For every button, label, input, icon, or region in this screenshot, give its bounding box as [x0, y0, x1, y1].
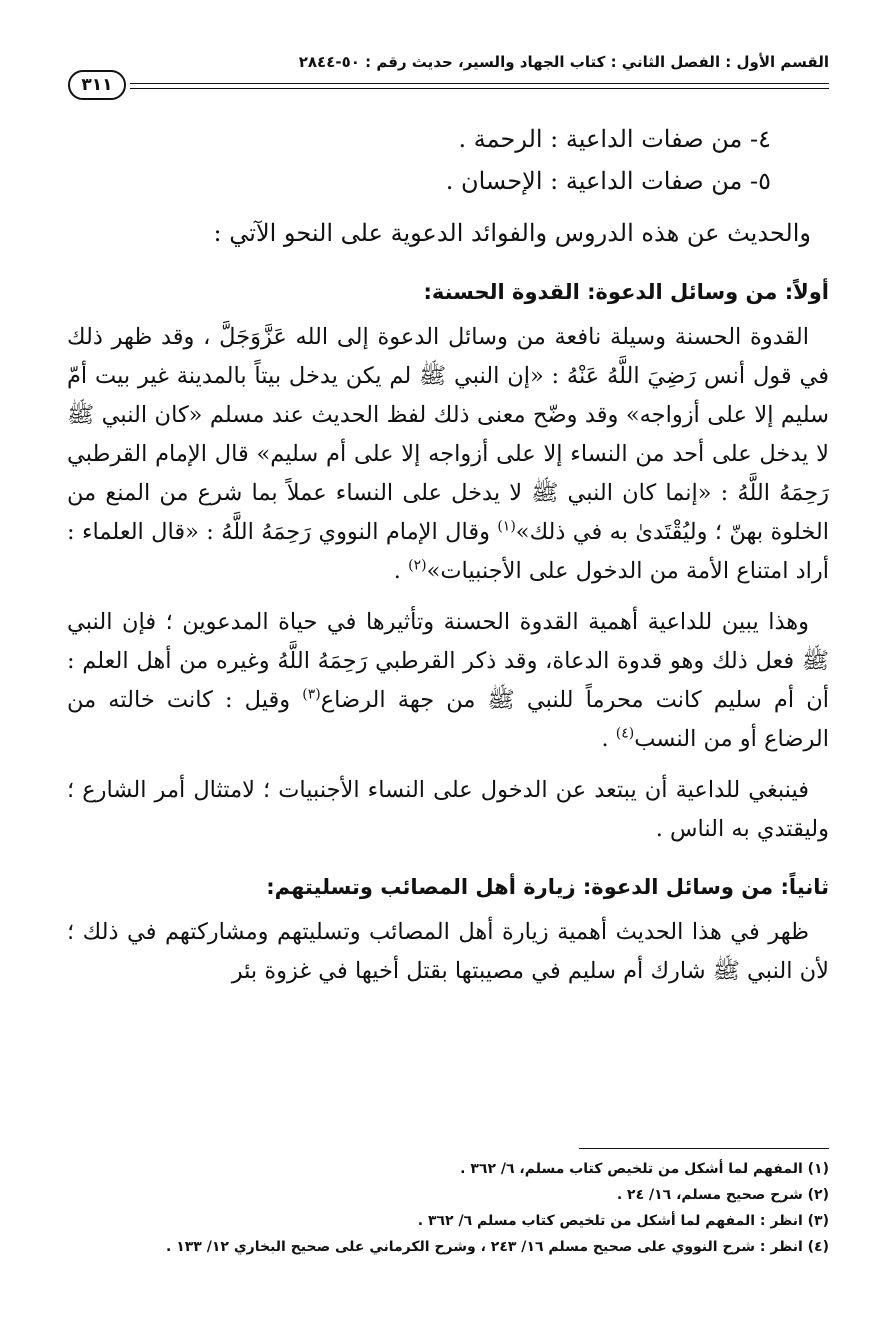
section-heading-good-example: أولاً: من وسائل الدعوة: القدوة الحسنة:: [423, 280, 829, 304]
paragraph-text: .: [393, 558, 409, 584]
footnote-rule: [579, 1148, 829, 1149]
footnote: (٣) انظر : المفهم لما أشكل من تلخيص كتاب مسلم ٦/ ٣٦٢ .: [417, 1213, 829, 1229]
footnote-ref: (٣): [302, 686, 321, 703]
paragraph-text: .: [601, 726, 616, 752]
footnote: (١) المفهم لما أشكل من تلخيص كتاب مسلم، ٦/ ٣٦٢ .: [460, 1161, 829, 1177]
footnote-ref: (٤): [615, 725, 635, 742]
footnote-ref: (٢): [408, 557, 427, 574]
paragraph-text: وقيل : كانت خالته من الرضاع أو من النسب: [67, 687, 829, 752]
page-number: ٣١١: [68, 70, 126, 100]
paragraph: [67, 318, 829, 591]
footnote: (٢) شرح صحيح مسلم، ١٦/ ٢٤ .: [616, 1187, 829, 1203]
list-item: ٤- من صفات الداعية : الرحمة .: [458, 125, 771, 153]
list-item: ٥- من صفات الداعية : الإحسان .: [445, 167, 771, 195]
header-rule-secondary: [130, 88, 829, 89]
paragraph-text: وهذا يبين للداعية أهمية القدوة الحسنة وتأثيرها في حياة المدعوين ؛ فإن النبي ﷺ فعل ذلك وهو قدوة الدعاة، وقد ذكر القرطبي رَحِمَهُ اللَّهُ وغيره من أهل العلم : أن أم سليم كانت محرماً للنبي ﷺ من جهة الرضاع: [67, 609, 829, 713]
paragraph: [67, 603, 829, 759]
paragraph-text: القدوة الحسنة وسيلة نافعة من وسائل الدعوة إلى الله عَزَّوَجَلَّ ، وقد ظهر ذلك في قول أنس رَضِيَ اللَّهُ عَنْهُ : «إن النبي ﷺ لم يكن يدخل بيتاً بالمدينة غير بيت أمّ سليم إلا على أزواجه» وقد وضّح معنى ذلك لفظ الحديث عند مسلم «كان النبي ﷺ لا يدخل على أحد من النساء إلا على أزواجه إلا على أم سليم» قال الإمام القرطبي رَحِمَهُ اللَّهُ : «إنما كان النبي ﷺ لا يدخل على النساء عملاً بما شرع من المنع من الخلوة بهنّ ؛ وليُقْتَدىٰ به في ذلك»: [67, 324, 829, 545]
running-header: القسم الأول : الفصل الثاني : كتاب الجهاد والسير، حديث رقم : ٥٠-٢٨٤٤: [298, 53, 829, 71]
section-heading-visiting-afflicted: ثانياً: من وسائل الدعوة: زيارة أهل المصائب وتسليتهم:: [266, 875, 829, 899]
paragraph: فينبغي للداعية أن يبتعد عن الدخول على النساء الأجنبيات ؛ لامتثال أمر الشارع ؛ وليقتدي به الناس .: [67, 777, 829, 842]
header-rule: [130, 83, 829, 84]
main-text: [67, 118, 829, 1003]
intro-paragraph: والحديث عن هذه الدروس والفوائد الدعوية على النحو الآتي :: [213, 219, 811, 247]
paragraph: ظهر في هذا الحديث أهمية زيارة أهل المصائب وتسليتهم ومشاركتهم في ذلك ؛ لأن النبي ﷺ شارك أم سليم في مصيبتها بقتل أخيها في غزوة بئر: [67, 919, 829, 984]
footnote: (٤) انظر : شرح النووي على صحيح مسلم ١٦/ ٢٤٣ ، وشرح الكرماني على صحيح البخاري ١٢/ ١٣٣ .: [166, 1239, 829, 1255]
paragraph-text: وقال الإمام النووي رَحِمَهُ اللَّهُ : «قال العلماء : أراد امتناع الأمة من الدخول على الأجنبيات»: [67, 519, 829, 584]
footnotes: [67, 1156, 829, 1260]
footnote-ref: (١): [497, 518, 516, 535]
